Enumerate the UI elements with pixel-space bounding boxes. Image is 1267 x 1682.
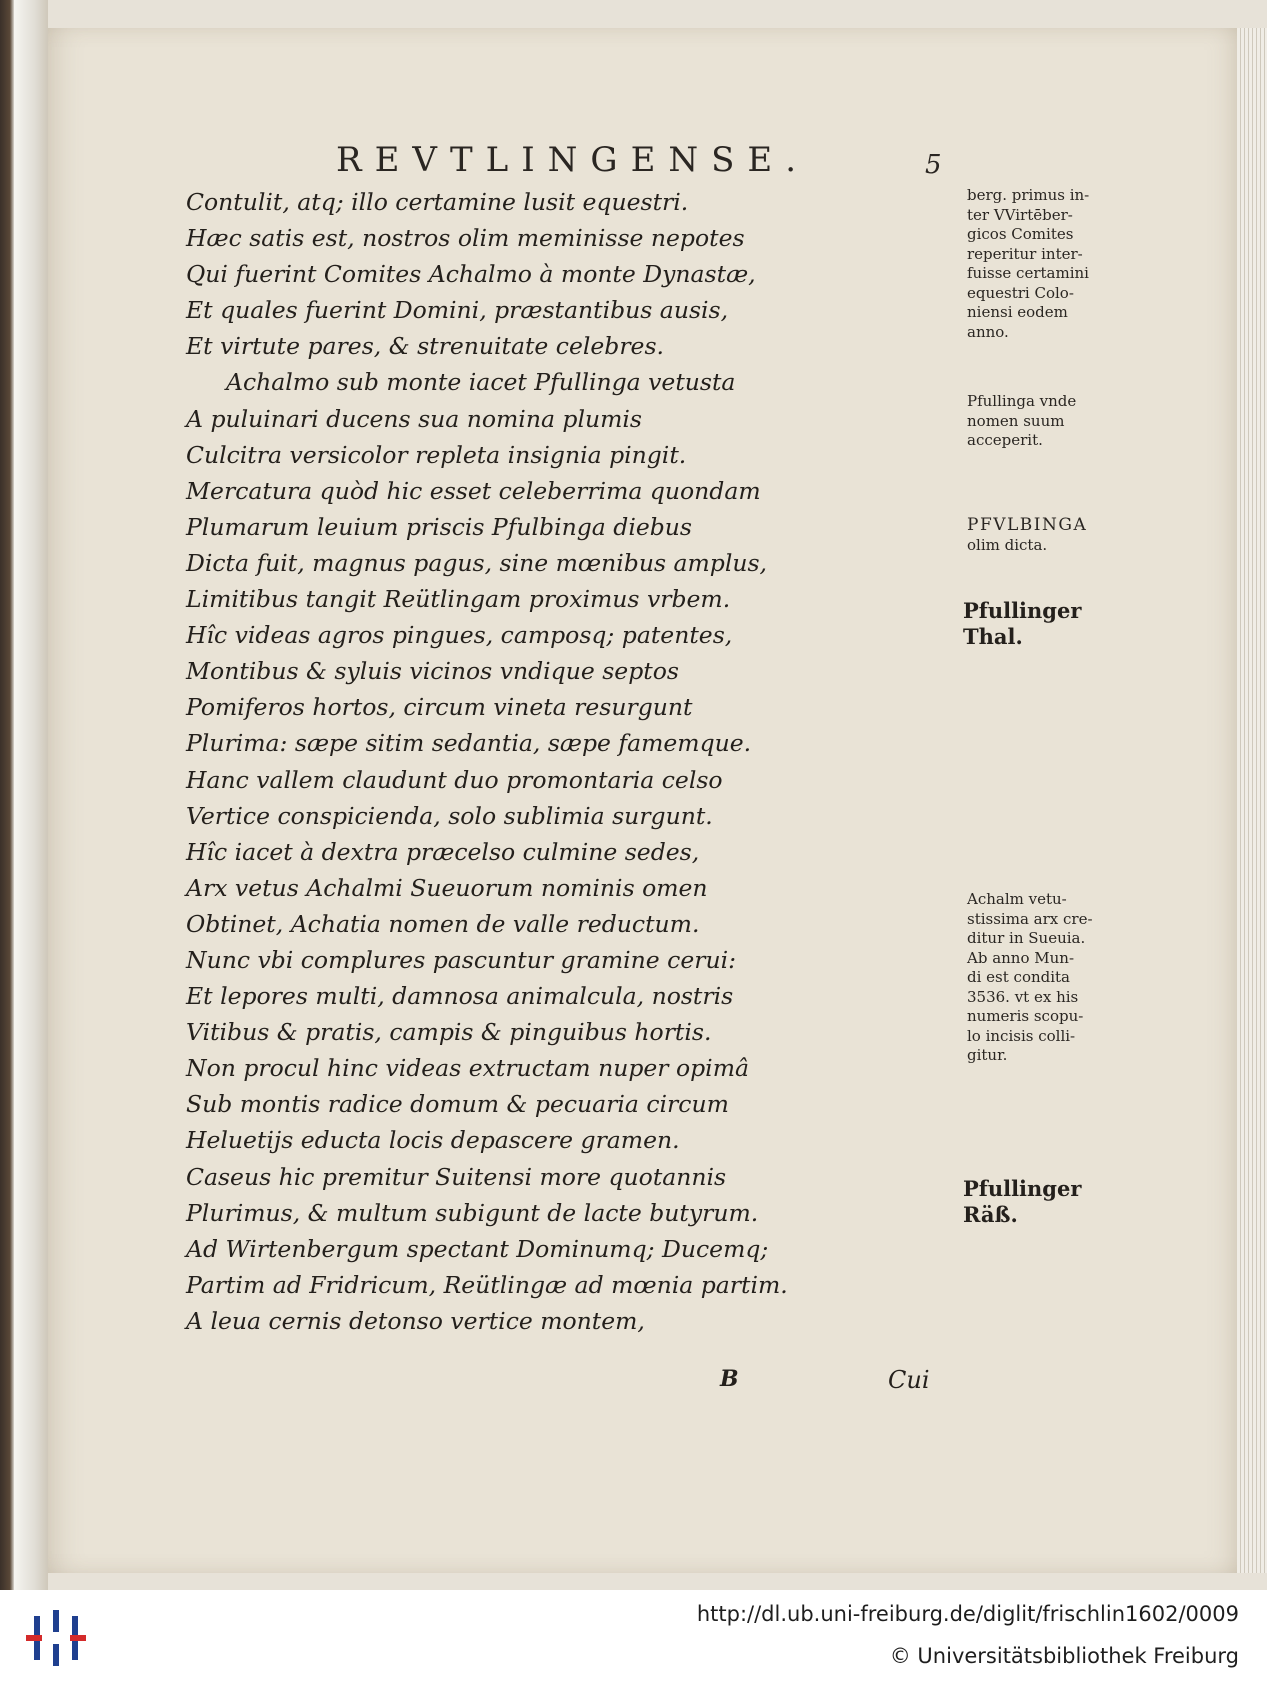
margin-note-line: ter VVirtēber- <box>967 205 1073 224</box>
verse-line: Mercatura quòd hic esset celeberrima quondam <box>186 476 761 505</box>
margin-note-tournament <box>967 186 1142 342</box>
margin-note-line: olim dicta. <box>967 535 1048 554</box>
verse-line: Hîc videas agros pingues, camposq; patentes, <box>186 621 733 650</box>
margin-note-line: Pfullinger <box>963 598 1082 623</box>
verse-line: Et quales fuerint Domini, præstantibus ausis, <box>186 296 729 325</box>
verse-line: Heluetijs educta locis depascere gramen. <box>186 1126 680 1155</box>
margin-note-line: gicos Comites <box>967 225 1074 243</box>
margin-note-pfullinger-kaes <box>963 1176 1081 1228</box>
verse-line: A leua cernis detonso vertice montem, <box>186 1306 645 1335</box>
verse-line: Achalmo sub monte iacet Pfullinga vetusta <box>226 368 736 397</box>
margin-note-achalm <box>967 890 1142 1066</box>
verse-line: A puluinari ducens sua nomina plumis <box>186 404 642 433</box>
verse-line: Vitibus & pratis, campis & pinguibus hortis. <box>186 1018 712 1047</box>
verse-line: Obtinet, Achatia nomen de valle reductum. <box>186 909 700 938</box>
verse-line: Dicta fuit, magnus pagus, sine mœnibus amplus, <box>186 548 768 577</box>
verse-line: Montibus & syluis vicinos vndique septos <box>186 657 679 686</box>
verse-line: Caseus hic premitur Suitensi more quotannis <box>186 1162 727 1191</box>
verse-line: Qui fuerint Comites Achalmo à monte Dynastæ, <box>186 260 756 289</box>
book-spine <box>14 0 48 1590</box>
margin-note-line: Räß. <box>963 1202 1018 1227</box>
margin-note-line: di est condita <box>967 968 1071 986</box>
verse-line: Et virtute pares, & strenuitate celebres. <box>186 332 664 361</box>
signature-mark: B <box>720 1366 739 1392</box>
margin-note-line: lo incisis colli- <box>967 1026 1076 1045</box>
margin-note-line: fuisse certamini <box>967 264 1089 282</box>
verse-line: Pomiferos hortos, circum vineta resurgunt <box>186 693 693 722</box>
verse-line: Sub montis radice domum & pecuaria circum <box>186 1090 729 1119</box>
margin-note-line: reperitur inter- <box>967 244 1083 263</box>
verse-line: Partim ad Fridricum, Reütlingæ ad mœnia partim. <box>186 1270 788 1299</box>
page-edges <box>1237 28 1267 1573</box>
verse-line: Hîc iacet à dextra præcelso culmine sedes, <box>186 837 700 866</box>
verse-line: Plumarum leuium priscis Pfulbinga diebus <box>186 512 692 541</box>
verse-line: Ad Wirtenbergum spectant Dominumq; Ducemq; <box>186 1234 769 1263</box>
logo-bar-mid-top <box>53 1610 59 1632</box>
margin-note-line: equestri Colo- <box>967 283 1074 302</box>
verse-line: Contulit, atq; illo certamine lusit equestri. <box>186 188 689 216</box>
verse-line: Hanc vallem claudunt duo promontaria celso <box>186 765 723 794</box>
margin-note-line: Pfullinga vnde <box>967 392 1077 410</box>
margin-note-line: anno. <box>967 322 1009 341</box>
logo-dash-right <box>70 1635 86 1641</box>
verse-line: Non procul hinc videas extructam nuper opimâ <box>186 1054 749 1083</box>
margin-note-line: nomen suum <box>967 411 1065 430</box>
margin-note-line: Pfullinger <box>963 1176 1082 1201</box>
verse-line: Arx vetus Achalmi Sueuorum nominis omen <box>186 873 708 902</box>
verse-line: Hæc satis est, nostros olim meminisse nepotes <box>186 224 745 253</box>
verse-line: Vertice conspicienda, solo sublimia surgunt. <box>186 801 713 830</box>
page-number: 5 <box>925 150 942 180</box>
verse-line: Nunc vbi complures pascuntur gramine cerui: <box>186 945 737 974</box>
catchword: Cui <box>888 1366 930 1394</box>
margin-note-line: gitur. <box>967 1046 1008 1064</box>
verse-line: Limitibus tangit Reütlingam proximus vrbem. <box>186 585 731 614</box>
margin-note-pfullinger-thal <box>963 598 1081 650</box>
margin-note-line: ditur in Sueuia. <box>967 929 1086 947</box>
running-head: REVTLINGENSE. <box>336 140 810 180</box>
copyright-notice: © Universitätsbibliothek Freiburg <box>889 1644 1239 1668</box>
logo-dash-left <box>26 1635 42 1641</box>
viewer-footer <box>0 1590 1267 1682</box>
margin-note-pfulbinga <box>967 516 1142 555</box>
margin-note-pfullinga <box>967 392 1142 451</box>
permalink-url[interactable]: http://dl.ub.uni-freiburg.de/diglit/frischlin1602/0009 <box>696 1602 1239 1626</box>
margin-note-line: Thal. <box>963 624 1023 649</box>
library-logo-icon <box>26 1608 86 1668</box>
margin-note-line: Ab anno Mun- <box>967 948 1075 967</box>
margin-note-line: PFVLBINGA <box>967 515 1088 535</box>
margin-note-line: Achalm vetu- <box>967 890 1067 908</box>
logo-bar-mid-bottom <box>53 1644 59 1666</box>
margin-note-line: numeris scopu- <box>967 1007 1084 1025</box>
margin-note-line: acceperit. <box>967 431 1043 449</box>
verse-line: Culcitra versicolor repleta insignia pingit. <box>186 440 687 469</box>
verse-text <box>186 184 886 1339</box>
verse-line: Et lepores multi, damnosa animalcula, nostris <box>186 982 734 1011</box>
verse-line: Plurima: sæpe sitim sedantia, sæpe famemque. <box>186 729 752 758</box>
verse-line: Plurimus, & multum subigunt de lacte butyrum. <box>186 1198 759 1227</box>
margin-note-line: niensi eodem <box>967 303 1068 321</box>
margin-note-line: stissima arx cre- <box>967 909 1093 928</box>
margin-note-line: 3536. vt ex his <box>967 987 1079 1006</box>
margin-note-line: berg. primus in- <box>967 186 1090 204</box>
